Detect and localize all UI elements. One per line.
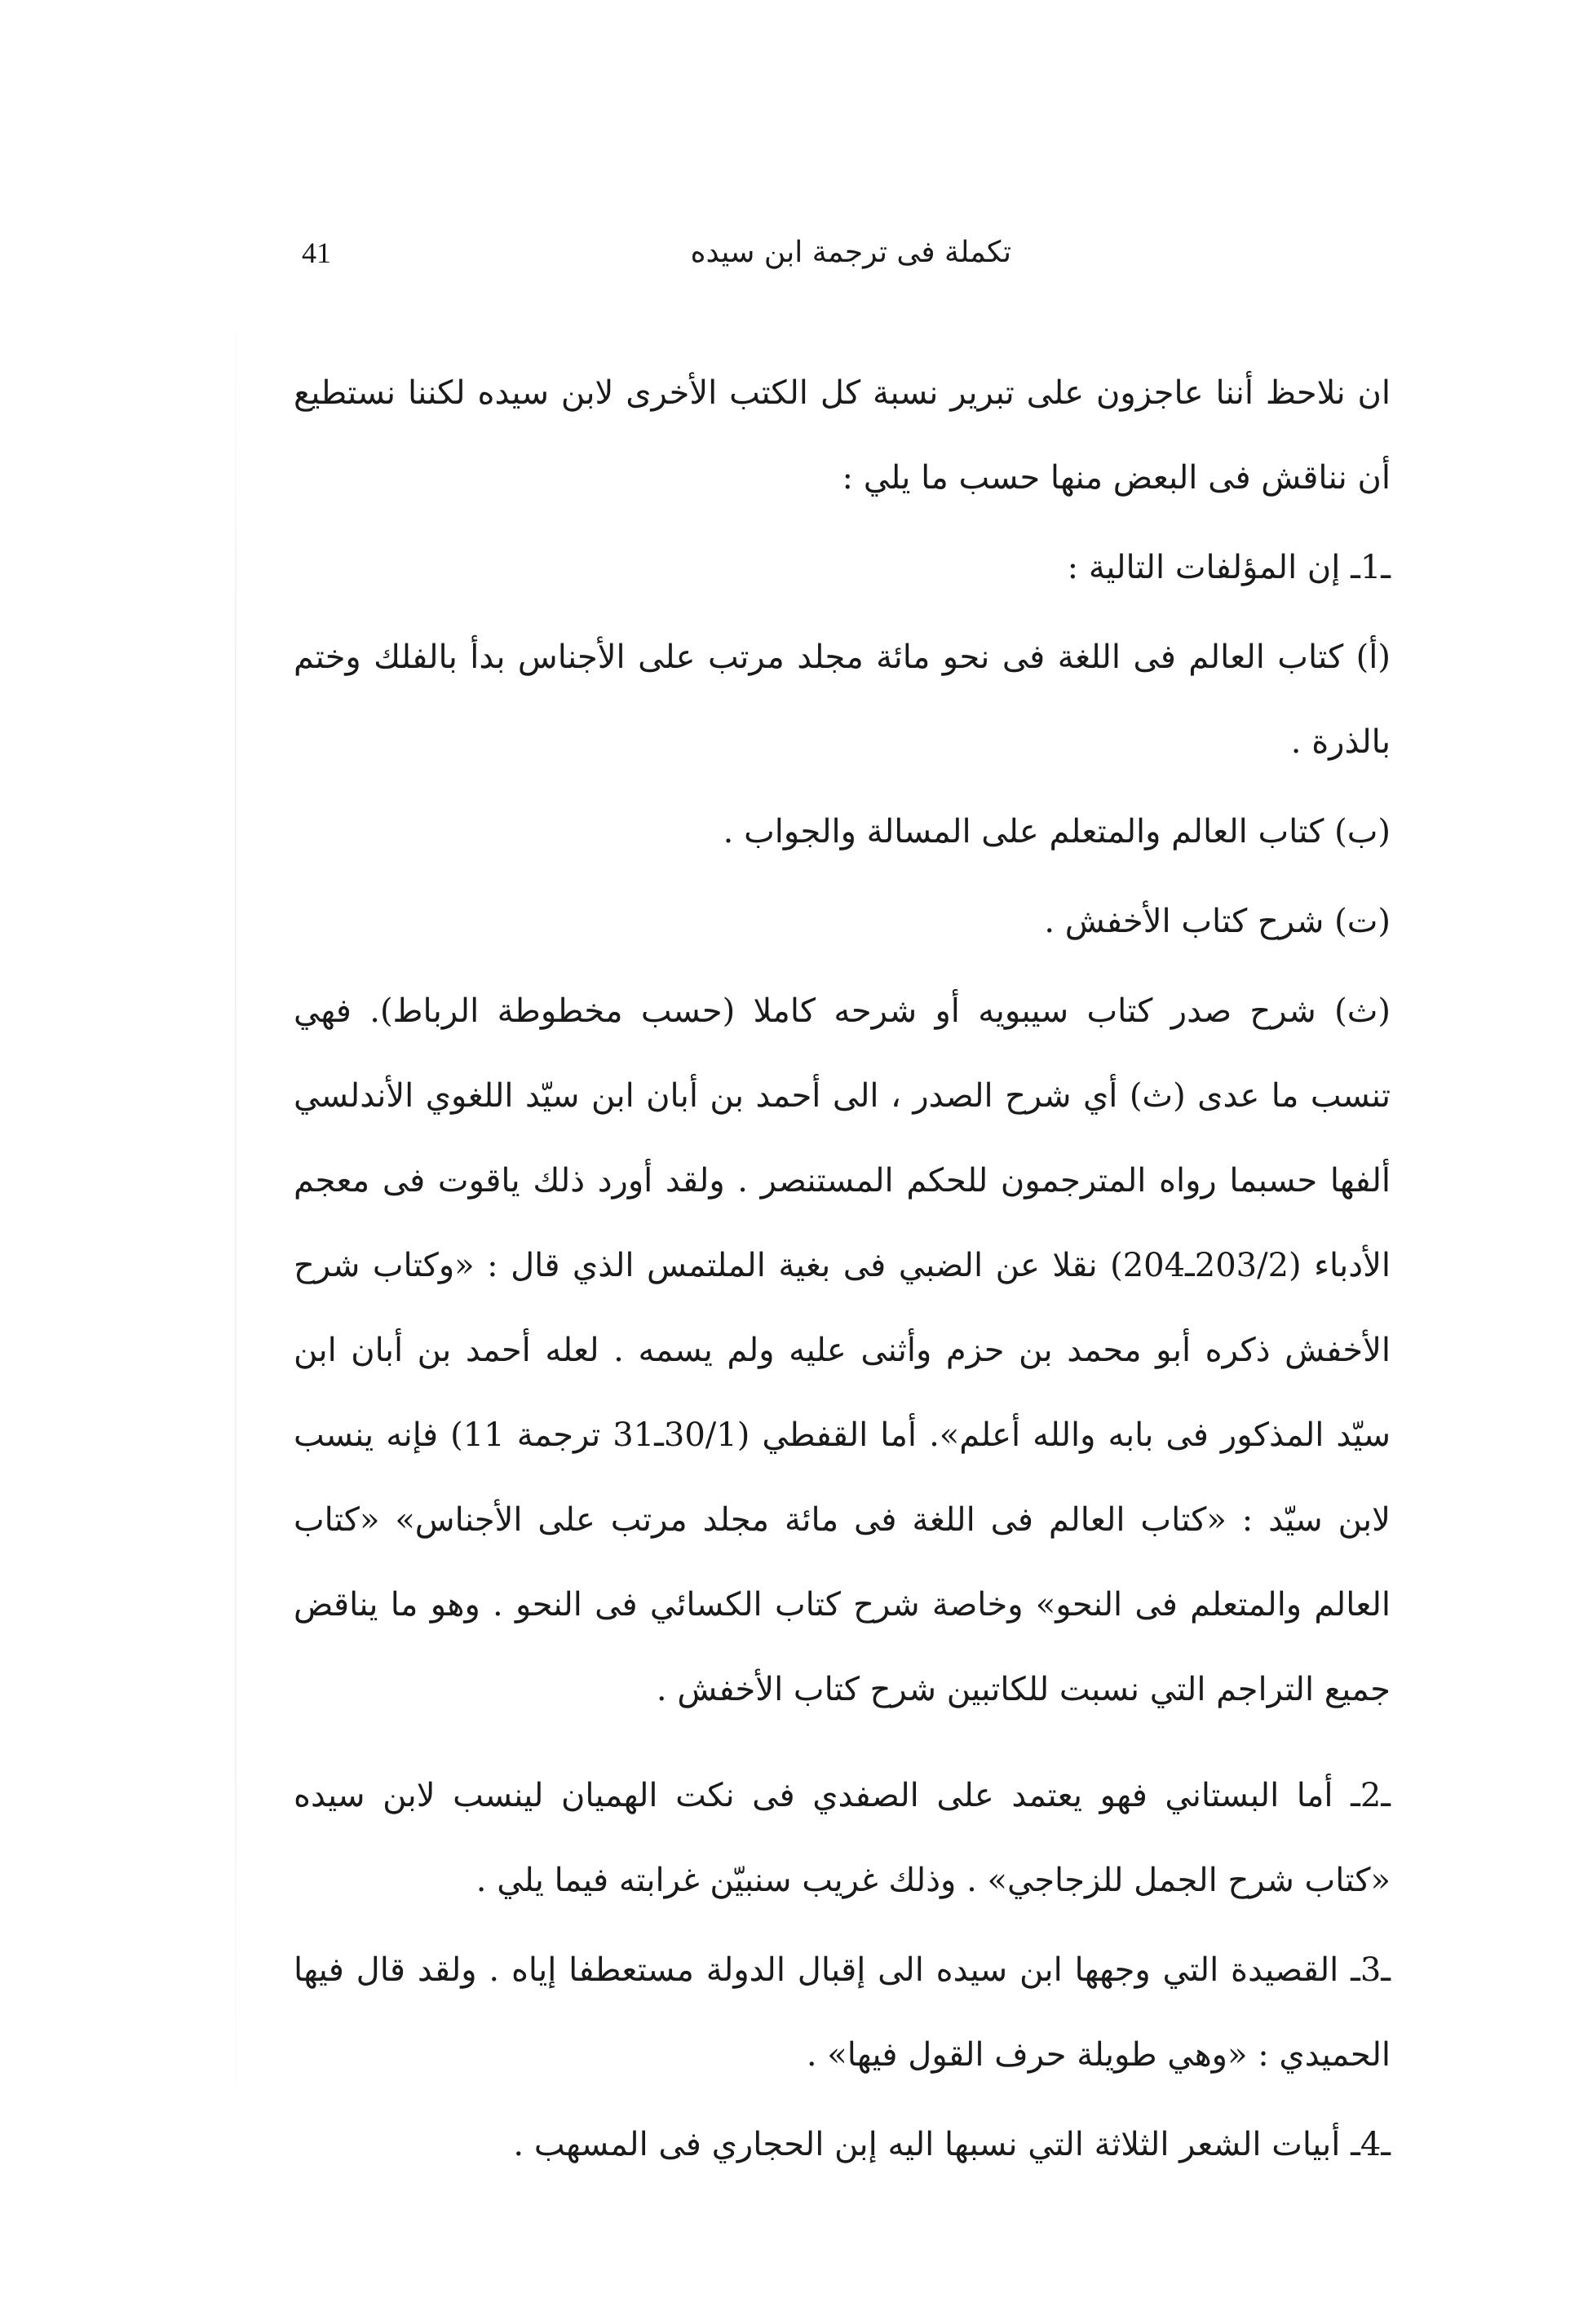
running-title: تكملة فى ترجمة ابن سيده [690,236,1011,269]
item-4-paragraph: ـ4ـ أبيات الشعر الثلاثة التي نسبها اليه إبن الحجاري فى المسهب . [513,2126,1391,2163]
item-3-paragraph: ـ3ـ القصيدة التي وجهها ابن سيده الى إقبال الدولة مستعطفا إياه . ولقد قال فيها الحميدي : «وهي طويلة حرف القول فيها» . [294,1951,1391,2074]
page-number: 41 [302,236,331,269]
item-1-a: (أ) كتاب العالم فى اللغة فى نحو مائة مجلد مرتب على الأجناس بدأ بالفلك وختم بالذرة . [294,638,1391,761]
item-1-t: (ت) شرح كتاب الأخفش . [1044,903,1391,940]
item-1-th: (ث) شرح صدر كتاب سيبويه أو شرحه كاملا (حسب مخطوطة الرباط). فهي تنسب ما عدى (ث) أي شرح الصدر ، الى أحمد بن أبان ابن سيّد اللغوي الأندلسي ألفها حسبما رواه المترجمون للحكم المستنصر . ولقد أورد ذلك ياقوت فى معجم الأدباء (203/2ـ204) نقلا عن الضبي فى بغية الملتمس الذي قال : «وكتاب شرح الأخفش ذكره أبو محمد بن حزم وأثنى عليه ولم يسمه . لعله أحمد بن أبان ابن سيّد المذكور فى بابه والله أعلم». أما القفطي (30/1ـ31 ترجمة 11) فإنه ينسب لابن سيّد : «كتاب العالم فى اللغة فى مائة مجلد مرتب على الأجناس» «كتاب العالم والمتعلم فى النحو» وخاصة شرح كتاب الكسائي فى النحو . وهو ما يناقض جميع التراجم التي نسبت للكاتبين شرح كتاب الأخفش . [294,992,1391,1708]
intro-paragraph: ان نلاحظ أننا عاجزون على تبرير نسبة كل الكتب الأخرى لابن سيده لكننا نستطيع أن نناقش فى البعض منها حسب ما يلي : [294,374,1391,497]
body-text [294,351,1391,2187]
page-header [294,228,1395,285]
item-1-heading: ـ1ـ إن المؤلفات التالية : [1067,549,1391,586]
item-2-paragraph: ـ2ـ أما البستاني فهو يعتمد على الصفدي فى نكت الهميان لينسب لابن سيده «كتاب شرح الجمل للزجاجي» . وذلك غريب سنبيّن غرابته فيما يلي . [294,1777,1391,1899]
scan-shadow-edge [235,294,237,2128]
item-1-b: (ب) كتاب العالم والمتعلم على المسالة والجواب . [723,813,1391,851]
